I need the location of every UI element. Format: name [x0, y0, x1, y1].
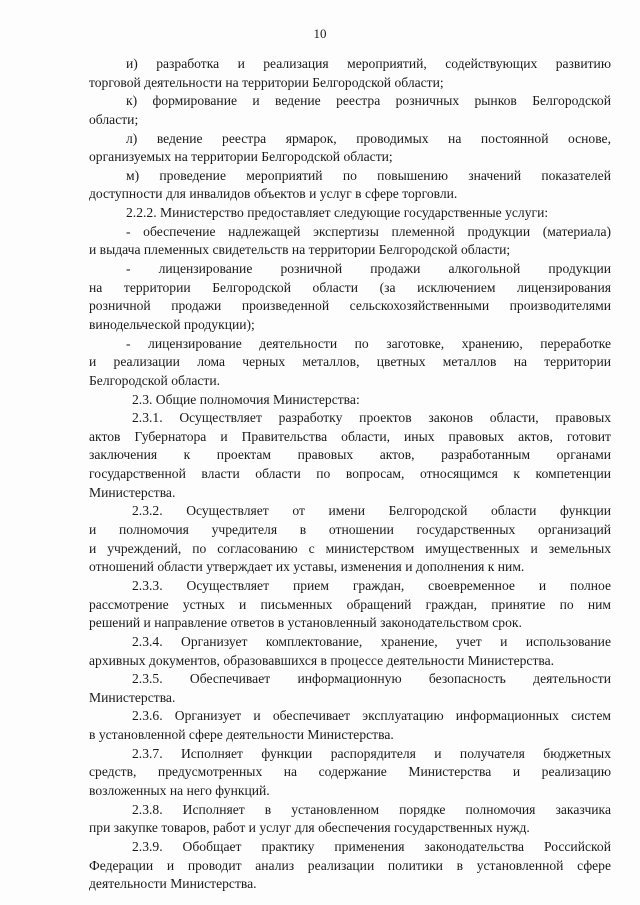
text-line: и учреждений, по согласованию с министерством имущественных и земельных [89, 540, 611, 556]
text-line: 2.3.7. Исполняет функции распорядителя и получателя бюджетных [132, 745, 611, 761]
text-line: архивных документов, образовавшихся в процессе деятельности Министерства. [89, 652, 555, 668]
text-line: средств, предусмотренных на содержание Министерства и реализацию [89, 764, 611, 780]
text-line: м) проведение мероприятий по повышению значений показателей [126, 167, 611, 183]
text-line: 2.3.8. Исполняет в установленном порядке полномочия заказчика [132, 801, 611, 817]
text-line: организуемых на территории Белгородской области; [89, 149, 393, 165]
text-line: розничной продажи произведенной сельскохозяйственными производителями [89, 298, 611, 314]
text-line: деятельности Министерства. [89, 876, 257, 892]
text-line: 2.3.9. Обобщает практику применения законодательства Российской [132, 838, 611, 854]
text-line: и выдача племенных свидетельств на территории Белгородской области; [89, 242, 511, 258]
text-line: и полномочия учредителя в отношении государственных организаций [89, 522, 611, 538]
text-line: 2.3.6. Организует и обеспечивает эксплуатацию информационных систем [132, 708, 611, 724]
text-line: государственной власти области по вопросам, относящимся к компетенции [89, 466, 611, 482]
text-line: торговой деятельности на территории Белгородской области; [89, 74, 444, 90]
text-line: при закупке товаров, работ и услуг для обеспечения государственных нужд. [89, 820, 530, 836]
text-line: 2.3.1. Осуществляет разработку проектов законов области, правовых [132, 410, 611, 426]
text-line: на территории Белгородской области (за исключением лицензирования [89, 279, 611, 295]
text-line: л) ведение реестра ярмарок, проводимых на постоянной основе, [126, 130, 611, 146]
page-number: 10 [313, 26, 327, 41]
text-line: актов Губернатора и Правительства области, иных правовых актов, готовит [89, 428, 611, 444]
text-line: отношений области утверждает их уставы, изменения и дополнения к ним. [89, 559, 525, 575]
text-line: Министерства. [89, 689, 176, 705]
text-line: решений и направление ответов в установленный законодательством срок. [89, 615, 522, 631]
text-line: 2.3.3. Осуществляет прием граждан, своевременное и полное [132, 577, 611, 593]
text-line: доступности для инвалидов объектов и услуг в сфере торговли. [89, 186, 458, 202]
text-line: в установленной сфере деятельности Министерства. [89, 727, 394, 743]
text-line: 2.3.4. Организует комплектование, хранение, учет и использование [132, 633, 611, 649]
text-line: 2.3.5. Обеспечивает информационную безопасность деятельности [132, 671, 611, 687]
text-line: к) формирование и ведение реестра розничных рынков Белгородской [126, 93, 611, 109]
text-line: и) разработка и реализация мероприятий, содействующих развитию [126, 56, 611, 71]
text-line: 2.3.2. Осуществляет от имени Белгородской области функции [132, 503, 611, 519]
text-line: - лицензирование деятельности по заготовке, хранению, переработке [126, 335, 611, 351]
text-line: - обеспечение надлежащей экспертизы племенной продукции (материала) [126, 223, 611, 239]
text-line: и реализации лома черных металлов, цветных металлов на территории [89, 354, 611, 370]
text-line: Министерства. [89, 484, 176, 500]
text-line: области; [89, 111, 139, 127]
text-line: 2.2.2. Министерство предоставляет следующие государственные услуги: [126, 205, 549, 221]
text-line: винодельческой продукции); [89, 316, 255, 332]
text-line: - лицензирование розничной продажи алкогольной продукции [126, 261, 611, 277]
text-line: возложенных на него функций. [89, 782, 270, 798]
section-heading: 2.3. Общие полномочия Министерства: [132, 391, 360, 407]
document-body [89, 55, 611, 894]
text-line: Белгородской области. [89, 372, 221, 388]
text-line: заключения к проектам правовых актов, разработанным органами [89, 447, 611, 463]
text-line: Федерации и проводит анализ реализации политики в установленной сфере [89, 857, 611, 873]
text-line: рассмотрение устных и письменных обращений граждан, принятие по ним [89, 596, 611, 612]
